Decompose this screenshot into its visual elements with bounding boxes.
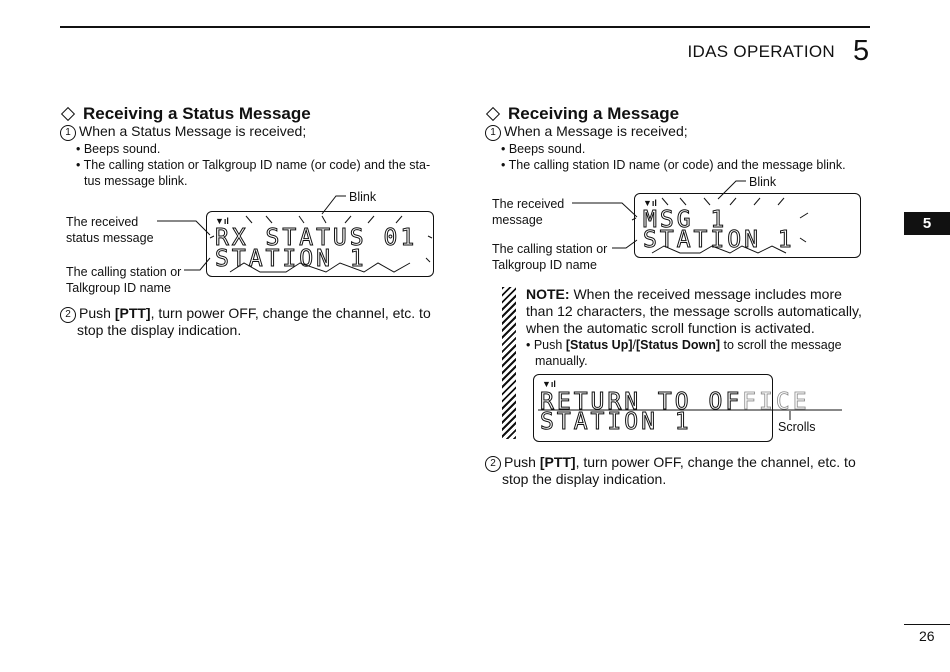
lcd-line2: STATION 1 <box>215 246 367 272</box>
note-line3: when the automatic scroll function is activated. <box>526 320 815 336</box>
note-line2: than 12 characters, the message scrolls automatically, <box>526 303 862 319</box>
lcd-line2: STATION 1 <box>643 227 795 253</box>
side-section-tab: 5 <box>904 212 950 235</box>
signal-antenna-icon: ▼ıl <box>215 216 229 226</box>
note-bullet-line2: manually. <box>535 354 588 368</box>
left-bullet2a: • The calling station or Talkgroup ID name (or code) and the sta- <box>76 158 431 172</box>
section-number: 5 <box>853 35 870 67</box>
status-down-key: [Status Down] <box>635 338 721 352</box>
note-label: NOTE: <box>526 286 570 302</box>
step2-post: , turn power OFF, change the channel, etc. to <box>150 305 431 321</box>
ptt-key: [PTT] <box>114 305 151 321</box>
signal-antenna-icon: ▼ıl <box>542 379 556 389</box>
note-bullet-pre: • Push <box>526 338 566 352</box>
step-number: 2 <box>485 456 501 472</box>
step-number: 1 <box>60 125 76 141</box>
step-text: When a Status Message is received; <box>79 123 307 139</box>
step-number: 2 <box>60 307 76 323</box>
label-calling: The calling station or <box>492 242 608 256</box>
signal-antenna-icon: ▼ıl <box>643 198 657 208</box>
note-sep: / <box>632 338 636 352</box>
left-bullet1: • Beeps sound. <box>76 142 161 156</box>
step2-pre: Push <box>504 454 540 470</box>
step2-pre: Push <box>79 305 115 321</box>
scroll-text-visible: RETURN TO OF <box>540 389 743 415</box>
step2-post: , turn power OFF, change the channel, etc. to <box>575 454 856 470</box>
scrolls-label: Scrolls <box>778 420 816 434</box>
blink-label: Blink <box>749 175 777 189</box>
note-text: When the received message includes more <box>569 286 842 302</box>
label-received: The received <box>66 215 139 229</box>
status-up-key: [Status Up] <box>565 338 633 352</box>
scroll-text-overflow: FICE <box>742 389 810 415</box>
step-number: 1 <box>485 125 501 141</box>
step-text: When a Message is received; <box>504 123 688 139</box>
heading-text: Receiving a Status Message <box>83 104 311 123</box>
blink-label: Blink <box>349 190 377 204</box>
lcd-line1: MSG 1 <box>643 207 728 233</box>
label-calling-2: Talkgroup ID name <box>66 281 171 295</box>
label-received: The received <box>492 197 565 211</box>
right-step2 <box>485 454 856 472</box>
note-bullet-post: to scroll the message <box>720 338 842 352</box>
right-step2-line2: stop the display indication. <box>502 471 667 487</box>
scroll-lcd-line2: STATION 1 <box>540 409 692 435</box>
left-bullet2b: tus message blink. <box>84 174 188 188</box>
lcd-line1: RX STATUS 01 <box>215 225 418 251</box>
label-calling: The calling station or <box>66 265 182 279</box>
label-received-2: status message <box>66 231 154 245</box>
section-title: IDAS OPERATION <box>687 42 835 61</box>
right-bullet1: • Beeps sound. <box>501 142 586 156</box>
page-number: 26 <box>919 628 935 644</box>
left-step2-line2: stop the display indication. <box>77 322 242 338</box>
ptt-key: [PTT] <box>539 454 576 470</box>
label-calling-2: Talkgroup ID name <box>492 258 597 272</box>
label-received-2: message <box>492 213 543 227</box>
right-bullet2: • The calling station ID name (or code) and the message blink. <box>501 158 846 172</box>
heading-text: Receiving a Message <box>508 104 680 123</box>
